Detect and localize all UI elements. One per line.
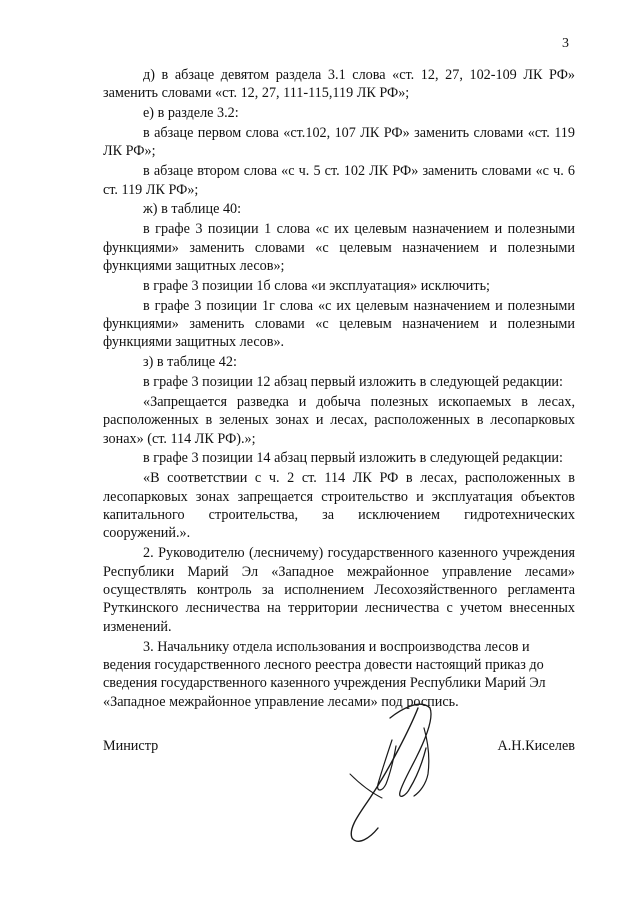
paragraph-zh-2: в графе 3 позиции 1б слова «и эксплуатация» исключить; [143,277,490,294]
paragraph-e-2: в абзаце втором слова «с ч. 5 ст. 102 ЛК РФ» заменить словами «с ч. 6 ст. 119 ЛК РФ»; [103,163,575,198]
paragraph-d: д) в абзаце девятом раздела 3.1 слова «ст. 12, 27, 102-109 ЛК РФ» заменить словами «ст. 12, 27, 111-115,119 ЛК РФ»; [103,67,575,102]
paragraph-e-1: в абзаце первом слова «ст.102, 107 ЛК РФ» заменить словами «ст. 119 ЛК РФ»; [103,125,575,160]
paragraph-z: з) в таблице 42: [143,354,237,371]
paragraph-z-2: в графе 3 позиции 14 абзац первый изложить в следующей редакции: [143,450,563,467]
page-number: 3 [562,36,569,51]
paragraph-z-2-quote: «В соответствии с ч. 2 ст. 114 ЛК РФ в лесах, расположенных в лесопарковых зонах запрещается строительство и эксплуатация объектов капитального строительства, за исключением гидротехнических сооружений.». [103,470,575,542]
paragraph-zh-3: в графе 3 позиции 1г слова «с их целевым назначением и полезными функциями» заменить словами «с целевым назначением и полезными функциями защитных лесов». [103,297,575,351]
paragraph-zh: ж) в таблице 40: [143,201,242,218]
paragraph-item-2: 2. Руководителю (лесничему) государственного казенного учреждения Республики Марий Эл «Западное межрайонное управление лесами» осуществлять контроль за исполнением Лесохозяйственного регламента Руткинского лесничества на территории лесничества с учетом внесенных изменений. [103,545,575,635]
paragraph-z-1: в графе 3 позиции 12 абзац первый изложить в следующей редакции: [143,374,563,391]
signer-name: А.Н.Киселев [497,738,575,754]
paragraph-z-1-quote: «Запрещается разведка и добыча полезных ископаемых в лесах, расположенных в зеленых зонах и лесах, расположенных в лесопарковых зонах» (ст. 114 ЛК РФ).»; [103,393,575,447]
document-body [103,66,575,713]
paragraph-item-3: 3. Начальнику отдела использования и воспроизводства лесов и ведения государственного лесного реестра довести настоящий приказ до сведения государственного казенного учреждения Республики Марий Эл «Западное межрайонное управление лесами» под роспись. [103,638,546,710]
paragraph-zh-1: в графе 3 позиции 1 слова «с их целевым назначением и полезными функциями» заменить словами «с целевым назначением и полезными функциями защитных лесов»; [103,221,575,275]
paragraph-e: е) в разделе 3.2: [143,105,239,122]
signer-title: Министр [103,738,159,754]
handwritten-signature [330,688,450,848]
